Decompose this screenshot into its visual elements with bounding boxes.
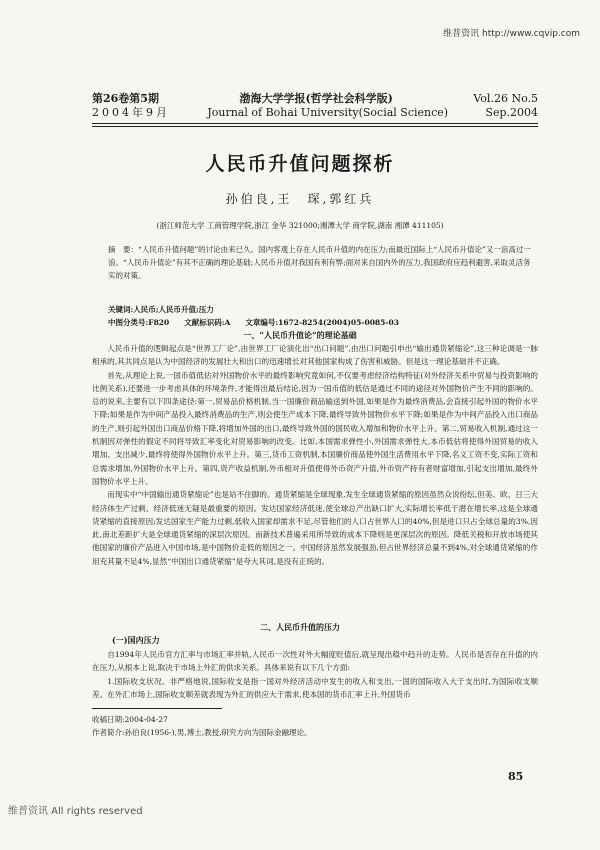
section-2-body (92, 648, 538, 701)
footnote-author: 作者简介:孙伯良(1956-),男,博士,教授,研究方向为国际金融理论。 (92, 728, 312, 737)
watermark: 维普资讯 All rights reserved (8, 806, 143, 817)
footnote-rule (92, 708, 222, 709)
section-1-heading: 一、“人民币升值论”的理论基础 (243, 330, 357, 340)
page-number: 85 (508, 770, 524, 783)
paragraph: 1.国际收支状况。非严格地说,国际收支是指一国对外经济活动中发生的收入和支出,一国的国际收入大于支出时,为国际收支顺差。在外汇市场上,国际收支顺差就表现为外汇的供应大于需求,使本国的货币汇率上升,外国货币 (92, 676, 538, 699)
journal-header (92, 92, 538, 120)
issue-cn: 第26卷第5期 (92, 92, 159, 105)
paragraph: 自1994年人民币官方汇率与市场汇率并轨,人民币一次性对外大幅度贬值后,就呈现出稳中趋升的走势。人民币是否存在升值的内在压力,从根本上说,取决于市场上外汇的供求关系。具体来说有以下几个方面: (92, 650, 538, 673)
article-authors: 孙伯良,王 琛,郭红兵 (225, 192, 375, 206)
vol-en: Vol.26 No.5 (473, 92, 538, 105)
paragraph: 而现实中“中国输出通货紧缩论”也是站不住脚的。通货紧缩是全球现象,发生全球通货紧缩的原因虽然众说纷纭,但美、欧、日三大经济体生产过剩、经济低迷无疑是最重要的原因。发达国家经济低迷,使全球总产出缺口扩大,实际增长率低于潜在增长率,这是全球通货紧缩的直接原因;发达国家生产能力过剩,低收入国家却需求不足,尽管他们的人口占世界人口的40%,但是进口只占全球总量的3%,因此,南北差距扩大是全球通货紧缩的深层次原因。而新技术普遍采用所导致的成本下降则是更深层次的原因。降低关税和开放市场使其他国家的廉价产品进入中国市场,是中国物价走低的原因之一。中国经济虽然发展强劲,但占世界经济总量不到4%,对全球通货紧缩的作用充其量不足4%,显然“中国出口通货紧缩”是夸大其词,是没有正统的。 (92, 490, 538, 566)
article-meta (108, 303, 536, 329)
date-cn: 2004年9月 (92, 106, 170, 119)
site-header[interactable]: 维普资讯 http://www.cqvip.com (443, 29, 580, 39)
footnotes (92, 713, 538, 739)
article-title: 人民币升值问题探析 (205, 153, 395, 175)
footnote-received: 收稿日期:2004-04-27 (92, 715, 168, 724)
classification: 中图分类号:F820 文献标识码:A 文章编号:1672-8254(2004)05-0085-03 (108, 318, 399, 327)
date-en: Sep.2004 (485, 106, 538, 119)
journal-name-en: Journal of Bohai University(Social Science) (207, 106, 449, 119)
section-1-body (92, 342, 538, 568)
keywords: 关键词:人民币;人民币升值;压力 (108, 305, 214, 314)
header-rule-top (92, 123, 538, 124)
abstract: 摘 要：“人民币升值问题”的讨论由来已久。国内客观上存在人民币升值的内在压力;而最近国际上“人民币升值论”又一浪高过一浪。“人民币升值论”有其不正确的理论基础;人民币升值对我国有利有弊;面对来自国内外的压力,我国政府应趋利避害,采取灵活务实的对策。 (108, 245, 531, 280)
author-affiliation: (浙江师范大学 工商管理学院,浙江 金华 321000;湘潭大学 商学院,湖南 湘潭 411105) (156, 221, 444, 230)
header-rule-bottom (92, 126, 538, 127)
section-2-heading: 二、人民币升值的压力 (260, 622, 340, 632)
subsection-1-heading: (一)国内压力 (112, 635, 160, 645)
journal-name-cn: 渤海大学学报(哲学社会科学版) (239, 92, 393, 105)
paragraph: 首先,从理论上说,一国币值低估对外国物价水平的最终影响究竟如何,不仅要考虑经济结构特征(对外经济关系中贸易与投资影响的比例关系),还要进一步考虑具体的环境条件,才能得出最后结论,因为一国币值的低估是通过不同的途径对外国物价产生不同的影响的。总的说来,主要有以下四条途径:第一,贸易品价格机制,当一国廉价商品输送到外国,如果是作为最终消费品,会直接引起外国的物价水平下降;如果是作为中间产品投入最终消费品的生产,则会使生产成本下降,最终导致外国物价水平下降;如果是作为中间产品投入出口商品的生产,则引起外国出口商品价格下降,将增加外国的出口,最终导致外国的国民收入增加和物价水平上升。第二,贸易收入机制,通过这一机制因对弹性的假定不同将导致汇率变化对贸易影响的改变。比如,本国需求弹性小,外国需求弹性大,本币低估将使得外国贸易的收入增加、支出减少,最终将使得外国物价水平上升。第三,货币工资机制,本国廉价商品使外国生活费用水平下降,名义工资不变,实际工资和总需求增加,外国物价水平上升。第四,资产收益机制,外币相对升值使得外币资产升值,外币资产持有者财富增加,引起支出增加,最终外国物价水平上升。 (92, 370, 538, 486)
paragraph: 人民币升值的逻辑起点是“世界工厂论”,由世界工厂论演化出“出口问题”,由出口问题引申出“输出通货紧缩论”,这三种论调是一脉相承的,其共同点是认为中国经济的发展壮大和出口的迅速增长对其他国家构成了伤害和威胁。但是这一理论基础并不正确。 (92, 344, 538, 367)
